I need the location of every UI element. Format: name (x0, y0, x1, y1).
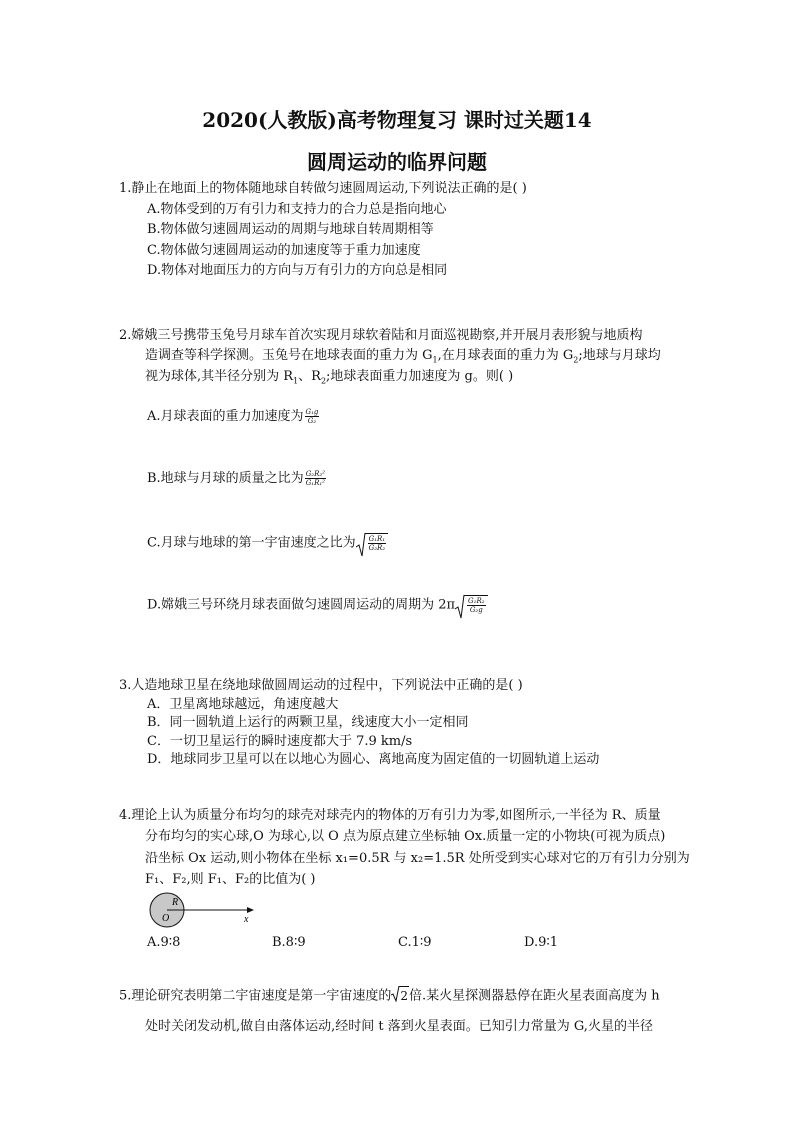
question-3-stem: 3.人造地球卫星在绕地球做圆周运动的过程中，下列说法中正确的是( ) (119, 678, 523, 693)
question-2-line-1: 2.嫦娥三号携带玉兔号月球车首次实现月球软着陆和月面巡视勘察,并开展月表形貌与地质构 (119, 328, 643, 343)
fraction: $\frac{\text{G₂R₂²}}{\text{G₁R₁²}}$ (305, 470, 325, 487)
axis-label: x (244, 914, 249, 925)
question-1-option-d: D.物体对地面压力的方向与万有引力的方向总是相同 (147, 263, 448, 278)
question-4-option-c: C.1∶9 (398, 935, 432, 950)
square-root (455, 595, 487, 615)
question-1-option-a: A.物体受到的万有引力和支持力的合力总是指向地心 (147, 202, 447, 217)
question-2-option-c: C.月球与地球的第一宇宙速度之比为 $\frac{\text{G₁R₁}}{\text{G₂R₂}}$ (147, 533, 388, 553)
fraction: $\frac{\text{G₁R₂}}{\text{G₂g}}$ (468, 597, 485, 614)
question-4-line-1: 4.理论上认为质量分布均匀的球壳对球壳内的物体的万有引力为零,如图所示,一半径为 R、质量 (119, 808, 661, 823)
question-2-option-d: D.嫦娥三号环绕月球表面做匀速圆周运动的周期为 2π $\frac{\text{G₁R₂}}{\text{G₂g}}$ (147, 595, 488, 615)
sphere-axis-diagram (147, 888, 267, 932)
question-5-line-2: 处时关闭发动机,做自由落体运动,经时间 t 落到火星表面。已知引力常量为 G,火星的半径 (145, 1019, 653, 1034)
center-label: O (162, 913, 170, 924)
question-1-stem: 1.静止在地面上的物体随地球自转做匀速圆周运动,下列说法正确的是( ) (119, 181, 527, 196)
radical-sign-icon (455, 595, 465, 619)
fraction: $\frac{\text{G₁g}}{\text{G₂}}$ (305, 408, 319, 425)
radius-label: R (172, 897, 179, 908)
question-2-line-2: 造调查等科学探测。玉兔号在地球表面的重力为 $G_1$,在月球表面的重力为 $G_2$;地球与月球均 (145, 348, 661, 365)
question-3-option-a: A．卫星离地球越远，角速度越大 (147, 697, 339, 712)
question-1-option-b: B.物体做匀速圆周运动的周期与地球自转周期相等 (147, 222, 434, 237)
fraction: $\frac{\text{G₁R₁}}{\text{G₂R₂}}$ (368, 535, 386, 552)
question-2-option-a: A.月球表面的重力加速度为 $\frac{\text{G₁g}}{\text{G₂}}$ (147, 408, 319, 425)
question-4-option-b: B.8∶9 (272, 935, 306, 950)
question-4-option-d: D.9∶1 (524, 935, 559, 950)
question-4-option-a: A.9∶8 (147, 935, 181, 950)
question-4-line-2: 分布均匀的实心球,O 为球心,以 O 点为原点建立坐标轴 Ox.质量一定的小物块(可视为质点) (145, 829, 666, 844)
question-2-option-b: B.地球与月球的质量之比为 $\frac{\text{G₂R₂²}}{\text{G₁R₁²}}$ (147, 470, 325, 487)
question-3-option-d: D．地球同步卫星可以在以地心为圆心、离地高度为固定值的一切圆轨道上运动 (147, 752, 600, 767)
radical-sign-icon (356, 533, 366, 557)
square-root: 2 (391, 986, 409, 1006)
question-1-option-c: C.物体做匀速圆周运动的加速度等于重力加速度 (147, 243, 421, 258)
square-root (356, 533, 388, 553)
question-3-option-c: C．一切卫星运行的瞬时速度都大于 7.9 km/s (147, 734, 413, 749)
question-5-line-1: 5.理论研究表明第二宇宙速度是第一宇宙速度的 2倍.某火星探测器悬停在距火星表面高度为 h (119, 986, 660, 1006)
question-4-line-3: 沿坐标 Ox 运动,则小物体在坐标 x₁=0.5R 与 x₂=1.5R 处所受到实心球对它的万有引力分别为 (145, 851, 690, 866)
radical-sign-icon (391, 986, 400, 1002)
page-title: 2020(人教版)高考物理复习 课时过关题14 (202, 108, 592, 132)
axis-arrow-icon (247, 907, 254, 913)
question-4-line-4: F₁、F₂,则 F₁、F₂的比值为( ) (145, 872, 316, 887)
question-2-line-3: 视为球体,其半径分别为 $R_1$、$R_2$;地球表面重力加速度为 g。则( ) (145, 369, 514, 386)
page-subtitle: 圆周运动的临界问题 (307, 150, 487, 174)
question-3-option-b: B．同一圆轨道上运行的两颗卫星，线速度大小一定相同 (147, 715, 469, 730)
